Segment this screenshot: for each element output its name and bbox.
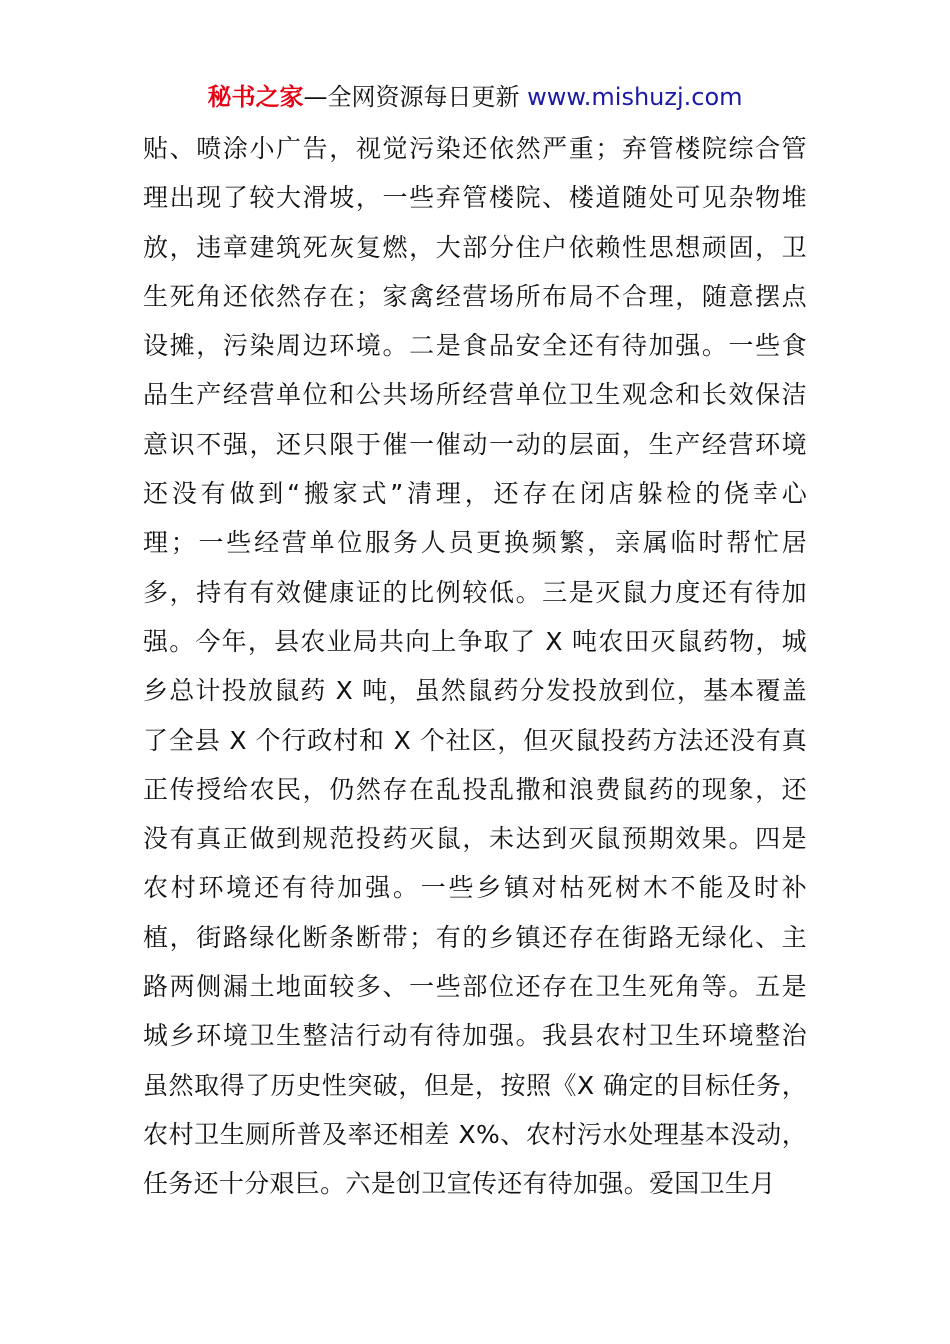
- site-url: www.mishuzj.com: [527, 83, 743, 111]
- text-line: 植，街路绿化断条断带；有的乡镇还存在街路无绿化、主: [143, 922, 807, 952]
- text-line: 贴、喷涂小广告，视觉污染还依然严重；弃管楼院综合管: [143, 134, 807, 163]
- text-line: 虽然取得了历史性突破，但是，按照《X 确定的目标任务，: [143, 1070, 807, 1100]
- text-line: 放，违章建筑死灰复燃，大部分住户依赖性思想顽固，卫: [143, 232, 807, 262]
- text-line: 设摊，污染周边环境。二是食品安全还有待加强。一些食: [143, 331, 807, 361]
- text-line: 农村卫生厕所普及率还相差 X%、农村污水处理基本没动，: [143, 1119, 807, 1149]
- text-line: 生死角还依然存在；家禽经营场所布局不合理，随意摆点: [143, 281, 807, 311]
- text-line: 城乡环境卫生整洁行动有待加强。我县农村卫生环境整治: [143, 1021, 807, 1051]
- site-tagline: —全网资源每日更新: [303, 83, 528, 111]
- text-line: 理；一些经营单位服务人员更换频繁，亲属临时帮忙居: [143, 528, 807, 558]
- text-line: 没有真正做到规范投药灭鼠，未达到灭鼠预期效果。四是: [143, 824, 807, 854]
- text-line: 任务还十分艰巨。六是创卫宣传还有待加强。爱国卫生月: [143, 1169, 776, 1199]
- document-body: [143, 124, 807, 1209]
- text-line: 路两侧漏土地面较多、一些部位还存在卫生死角等。五是: [143, 972, 807, 1002]
- site-brand: 秘书之家: [207, 83, 304, 111]
- text-line: 多，持有有效健康证的比例较低。三是灭鼠力度还有待加: [143, 577, 807, 607]
- text-line: 意识不强，还只限于催一催动一动的层面，生产经营环境: [143, 429, 807, 459]
- text-line: 理出现了较大滑坡，一些弃管楼院、楼道随处可见杂物堆: [143, 183, 807, 213]
- text-line: 正传授给农民，仍然存在乱投乱撒和浪费鼠药的现象，还: [143, 774, 807, 804]
- text-line: 了全县 X 个行政村和 X 个社区，但灭鼠投药方法还没有真: [143, 725, 807, 755]
- text-line: 乡总计投放鼠药 X 吨，虽然鼠药分发投放到位，基本覆盖: [143, 676, 807, 706]
- site-header: [0, 80, 950, 114]
- text-line: 还没有做到“搬家式”清理，还存在闭店躲检的侥幸心: [143, 479, 807, 509]
- text-line: 农村环境还有待加强。一些乡镇对枯死树木不能及时补: [143, 873, 807, 903]
- text-line: 品生产经营单位和公共场所经营单位卫生观念和长效保洁: [143, 380, 807, 410]
- text-line: 强。今年，县农业局共向上争取了 X 吨农田灭鼠药物，城: [143, 626, 807, 656]
